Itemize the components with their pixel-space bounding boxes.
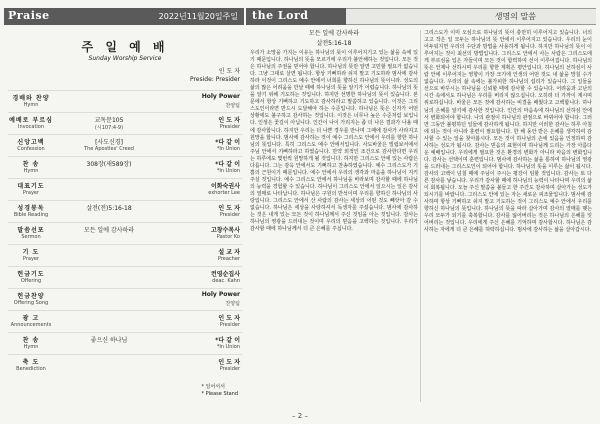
praise-title: Praise xyxy=(8,9,50,22)
presider-label xyxy=(190,68,240,84)
item-leader: 인 도 자 xyxy=(218,315,240,322)
item-leader-en: 찬양팀 xyxy=(225,103,240,109)
worship-order-row xyxy=(8,354,242,376)
column-divider xyxy=(420,30,421,402)
item-leader: *다 같 이 xyxy=(215,161,240,168)
item-leader: *다 같 이 xyxy=(215,139,240,146)
item-name-en: Bible Reading xyxy=(13,212,49,218)
worship-order-row xyxy=(8,266,242,288)
item-name-en: Hymn xyxy=(23,344,39,350)
item-name-en: Hymn xyxy=(23,168,39,174)
item-name: 축 도 xyxy=(22,359,40,366)
item-leader-en: Preacher xyxy=(217,256,240,262)
order-of-worship xyxy=(8,32,242,404)
item-name: 대표기도 xyxy=(17,183,45,190)
worship-subtitle: Sunday Worship Service xyxy=(88,55,162,62)
worship-order-row xyxy=(8,112,242,134)
sermon-text-1: 우리가 소망을 가지는 이유는 하나님의 뜻이 이루어지기고 있는 삶을 속에 있기 때문입니다. 하나님의 뜻을 모르기에 우리가 불안해하는 것입니다. 모든 것은 하나님의 주권을 믿어야 합니다. 하나님의 뜻만 알면 고민할 필요가 없습니다. 그냥 그대로 살면 됩니다. 항상 기뻐하라 쉬지 말고 기도하라 범사에 감사하라 이것이 그리스도 예수 안에서 너희를 향하신 하나님의 뜻이니라. 성도의 삶의 많은 어려움을 만날 때에 하나님의 뜻을 알기가 어렵습니다. 하나님의 뜻을 알기 위해 기도하는 것입니다. 하지만 선명한 하나님의 뜻이 있습니다. 본문에서 항상 기뻐하고 기도하고 감사하라고 말씀하고 있습니다. 이것은 그리스도인이라면 반드시 도달해야 하는 수준입니다. 하나님은 뜻은 신자가 어떤 상황에도 불구하고 감사하는 것입니다. 이것은 너무나 높은 수준처럼 보입니다. 인생은 꽃길이 아닙니다. 인간이 나이 가리지는 좁 더 나은 결과가 나올 때에 감사합니다. 하지만 우리는 더 나쁜 경우를 만나며 그때에 감사가 사라지고 원망을 합니다. 범사에 감사하는 것이 예수 그리스도 안에서 우리를 향한 하나님의 뜻입니다. 특히 그리스도 예수 안에서입니다. 사도바울은 빌립보서에서 주님 안에서 기뻐하라고 하였습니다. 만약 외적인 조건으로 감사한다면 우리는 하루에도 몇번씩 원망하게 될 것입니다. 하지만 그리스도 안에 있는 사람은 다릅니다. 그는 감옥 안에서도 기뻐하고 찬송하였습니다. 예수 그리스도가 기쁨의 근원이기 때문입니다. 예수 안에서 우리의 생각과 마음을 하나님이 지키주실 것입니다. 예수 그리스도 안에서 하나님을 바라보며 감사할 때에 하나님의 능력을 경험할 수 있습니다. 하나님이 그리스도 안에서 일으시는 일은 감사의 열매로 나타납니다. 하나님은 구원의 반석이며 우리를 향하신 하나님의 사랑입니다. 그리스도 안에서 산 사람의 감사는 세상의 어떤 것도 빼앗아 갈 수 없습니다. 하나님은 세상을 사랑하셔서 독생자를 주셨습니다. 범사에 감사하는 것은 내게 있는 모든 것이 하나님께서 주신 것임을 아는 것입니다. 감사는 하나님의 영광을 드러내는 것이며 우리의 믿음을 고백하는 것입니다. 우리가 감사할 때에 하나님께서 더 큰 은혜를 주십니다. xyxy=(250,50,418,233)
presider-en: Preside: Presider xyxy=(189,76,240,83)
item-leader: 설 교 자 xyxy=(218,249,240,256)
item-leader: 인 도 자 xyxy=(218,205,240,212)
item-leader: *다 같 이 xyxy=(215,337,240,344)
item-name-en: Prayer xyxy=(22,190,40,196)
worship-order-row xyxy=(8,310,242,332)
sermon-column-1 xyxy=(250,30,418,233)
worship-order-list xyxy=(8,90,242,376)
item-name-en: Hymn xyxy=(23,102,39,108)
item-name: 경배와 찬양 xyxy=(12,95,50,102)
item-detail-sub: (시107:4-9) xyxy=(94,125,124,131)
item-name: 말씀선포 xyxy=(17,227,45,234)
sermon-column-2 xyxy=(424,30,592,234)
item-name: 헌금기도 xyxy=(17,271,45,278)
worship-order-row xyxy=(8,90,242,112)
item-detail-sub: The Apostles' Creed xyxy=(84,146,134,152)
worship-order-row xyxy=(8,178,242,200)
bulletin-date: 2022년11월20일주일 xyxy=(158,12,238,21)
header-bar-left xyxy=(4,8,244,25)
presider-ko: 인 도 자 xyxy=(218,68,240,75)
sermon-title: 모든 일에 감사하라 xyxy=(308,30,360,37)
worship-order-row xyxy=(8,332,242,354)
item-leader-en: exhorter Lee xyxy=(208,190,240,196)
item-leader: 인 도 자 xyxy=(218,359,240,366)
standing-ko: * 일어서서 xyxy=(201,384,225,390)
item-name: 성경봉독 xyxy=(17,205,45,212)
item-leader-en: *In Union xyxy=(216,168,240,174)
item-leader-en: Presider xyxy=(219,322,240,328)
item-detail: 교독문105 xyxy=(94,117,124,124)
worship-order-row xyxy=(8,222,242,244)
item-detail: 308장(새589장) xyxy=(86,161,132,168)
item-name-en: Benediction xyxy=(16,366,46,372)
item-name: 기 도 xyxy=(22,249,40,256)
worship-order-row xyxy=(8,244,242,266)
worship-title: 주 일 예 배 xyxy=(81,40,169,54)
item-leader: Holy Power xyxy=(201,93,240,100)
item-leader-en: Pastor Ko xyxy=(216,234,240,240)
item-leader-en: *In Union xyxy=(216,344,240,350)
page-number: – 2 – xyxy=(292,412,308,420)
sermon-reference: 살전5:16-18 xyxy=(316,40,352,47)
item-name: 찬 송 xyxy=(22,337,40,344)
item-name-en: Announcements xyxy=(10,322,52,328)
item-leader: 고창수목사 xyxy=(211,227,240,234)
item-leader-en: Presider xyxy=(219,212,240,218)
item-leader: 이화숙권사 xyxy=(211,183,240,190)
worship-order-row xyxy=(8,134,242,156)
item-name: 헌금찬양 xyxy=(17,293,45,300)
item-name-en: Sermon xyxy=(21,234,41,240)
item-leader-en: 찬양팀 xyxy=(225,301,240,307)
worship-order-row xyxy=(8,200,242,222)
item-leader: 컨영순집사 xyxy=(211,271,240,278)
item-leader-en: Presider xyxy=(219,366,240,372)
worship-order-row xyxy=(8,288,242,310)
standing-note xyxy=(202,384,238,398)
item-detail: 살전(전)5:16-18 xyxy=(86,205,132,212)
sermon-text-2: 그리스도가 이미 오심으로 하나님의 뜻이 충만히 이루어지고 있습니다. 너의 고고 작은 일 모두는 하나님의 뜻 안에서 이루어지고 있습니다. 우리의 눈이 어두워지면 우리의 수단과 방법을 사용하게 됩니다. 하지만 하나님의 뜻이 이루어지는 것이 최선의 방법입니다. 그리스도 안에서 사는 사람은 그리스도에게 부르심을 입은 자들이며 모든 것이 합력하여 선이 이루어집니다. 하나님의 뜻은 언제나 선하시며 우리를 향한 계획은 평안입니다. 하나님의 선하심이 사람 안에 이루어지는 영향이 가장 크기에 인생의 어떤 것도 내 삶을 망칠 수가 없습니다. 우리의 삶 속에는 불가피한 하나님의 섭리가 있습니다. 그 일들을 선으로 바꾸시는 하나님을 신뢰할 때에 감사할 수 있습니다. 어려움과 고난의 시간 속에서도 하나님은 우리를 버리지 않으십니다. 오히려 더 가까이 계시며 위로하십니다. 바울은 모든 것에 감사하는 비결을 배웠다고 고백합니다. 하나님의 은혜를 알기에 감사한 것입니다. 인간의 마음속에 하나님의 선하심 안에서 변화되어야 합니다. 나의 관점이 하나님의 관점으로 바뀌어야 합니다. 그러면 그동안 불평하던 일들에 감사하게 됩니다. 하지만 이러한 감사는 하루 아침에 되는 것이 아니라 훈련이 필요합니다. 한 해 동안 받은 은혜를 생각하여 감사할 수 있는 일을 찾아봅시다. 모든 것이 하나님의 손에 있음을 인정하며 감사하는 성도가 됩시다. 감사는 믿음의 표현이며 하나님께 드리는 가장 아름다운 예배입니다. 우리에게 필요한 것은 환경의 변화가 아니라 마음의 변화입니다. 감사는 선택이며 훈련입니다. 범사에 감사하는 삶을 통하여 하나님의 영광을 드러내는 그리스도인이 되어야 합니다. 하나님의 뜻을 이루는 삶이 됩시다. 감사의 고백이 넘칠 때에 주님이 주시는 평강이 임할 것입니다. 감사는 또 다른 감사를 낳습니다. 우리가 감사할 때에 하나님의 능력이 나타나며 우리의 삶이 회복됩니다. 오늘 주신 말씀을 붙들고 한 주간도 감사하며 살아가는 성도가 되시기를 바랍니다. 그리스도 안에 있는 자는 새로운 피조물입니다. 범사에 감사하며 항상 기뻐하고 쉬지 말고 기도하는 것이 그리스도 예수 안에서 우리를 향하신 하나님의 뜻입니다. 하나님의 뜻을 따라 살아가며 감사의 열매를 맺는 우리 모두가 되기를 축복합니다. 감사를 잃어버리는 것은 하나님의 은혜를 잊어버리는 것입니다. 우리에게 주신 은혜를 기억하며 감사합시다. 하나님은 감사하는 자에게 더 큰 은혜를 허락하십니다. 범사에 감사하는 삶을 살아갑시다. xyxy=(424,30,592,234)
item-leader: 인 도 자 xyxy=(218,117,240,124)
word-of-life-title: 생명의 말씀 xyxy=(494,12,536,21)
worship-order-row xyxy=(8,156,242,178)
item-detail: 좋으신 하나님 xyxy=(90,337,128,344)
item-name-en: Confession xyxy=(17,146,45,152)
the-lord-title: the Lord xyxy=(252,9,309,22)
sermon-section xyxy=(248,30,596,408)
item-leader-en: deac. Kahn xyxy=(212,278,240,284)
header-bar-mid xyxy=(246,8,346,25)
header-bar-right xyxy=(346,8,596,25)
item-name: 신앙고백 xyxy=(17,139,45,146)
item-name-en: Invocation xyxy=(17,124,45,130)
item-name-en: Prayer xyxy=(22,256,40,262)
item-name-en: Offering xyxy=(20,278,42,284)
item-detail: 모든 일에 감사하라 xyxy=(83,227,135,234)
item-name: 찬 송 xyxy=(22,161,40,168)
item-name-en: Offering Song xyxy=(13,300,49,306)
standing-en: * Please Stand xyxy=(201,391,238,397)
item-leader-en: Presider xyxy=(219,124,240,130)
item-name: 광 고 xyxy=(22,315,40,322)
item-name: 예배로 부르심 xyxy=(9,117,53,124)
item-leader-en: *In Union xyxy=(216,146,240,152)
item-detail: [사도신경] xyxy=(95,139,123,146)
item-leader: Holy Power xyxy=(201,291,240,298)
